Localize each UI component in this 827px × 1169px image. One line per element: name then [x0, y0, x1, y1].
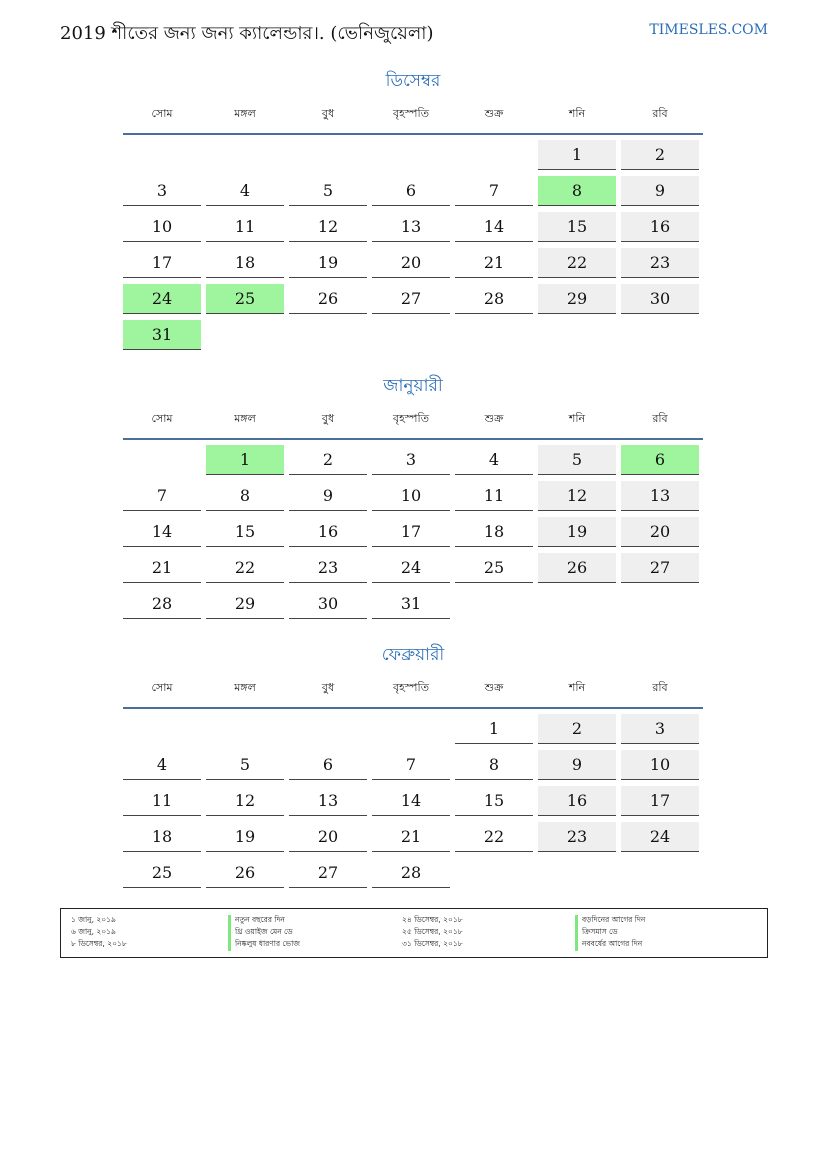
- weekday-label: শুক্র: [484, 107, 504, 120]
- day-cell[interactable]: 18: [206, 248, 284, 278]
- weekday-label: সোম: [151, 681, 173, 694]
- holiday-date: ৬ জানু, ২০১৯: [71, 927, 116, 936]
- day-cell[interactable]: 11: [206, 212, 284, 242]
- empty-cell: [206, 714, 284, 744]
- day-cell[interactable]: 24: [372, 553, 450, 583]
- day-cell[interactable]: 3: [123, 176, 201, 206]
- day-cell[interactable]: 28: [455, 284, 533, 314]
- empty-cell: [123, 714, 201, 744]
- holiday-name: নিষ্কলুষ ধারণার ভোজ: [228, 939, 300, 951]
- month-title: জানুয়ারী: [383, 376, 443, 396]
- legend-row: [61, 915, 767, 927]
- day-cell[interactable]: 14: [455, 212, 533, 242]
- holiday-name: নববর্ষের আগের দিন: [575, 939, 642, 951]
- site-link[interactable]: TIMESLES.COM: [649, 22, 768, 38]
- week-row: [123, 176, 703, 212]
- holiday-name: ক্রিসমাস ডে: [575, 927, 618, 939]
- day-cell[interactable]: 6: [372, 176, 450, 206]
- day-cell[interactable]: 17: [372, 517, 450, 547]
- weekday-label: বুধ: [321, 412, 335, 425]
- empty-cell: [123, 140, 201, 170]
- weekday-label: বুধ: [321, 681, 335, 694]
- empty-cell: [372, 140, 450, 170]
- day-cell[interactable]: 14: [123, 517, 201, 547]
- empty-cell: [206, 320, 284, 350]
- month-january: [123, 373, 703, 625]
- holiday-name: বড়দিনের আগের দিন: [575, 915, 645, 927]
- week-row: [123, 589, 703, 625]
- holiday-date: ৮ ডিসেম্বর, ২০১৮: [71, 939, 127, 948]
- weekday-label: মঙ্গল: [234, 412, 256, 425]
- empty-cell: [538, 320, 616, 350]
- empty-cell: [372, 320, 450, 350]
- day-cell[interactable]: 27: [289, 858, 367, 888]
- week-row: [123, 750, 703, 786]
- day-cell[interactable]: 18: [123, 822, 201, 852]
- day-cell[interactable]: 29: [206, 589, 284, 619]
- day-cell[interactable]: 7: [372, 750, 450, 780]
- day-cell[interactable]: 22: [455, 822, 533, 852]
- empty-cell: [455, 320, 533, 350]
- week-row: [123, 284, 703, 320]
- month-title: ডিসেম্বর: [385, 71, 441, 91]
- day-cell[interactable]: 31: [123, 320, 201, 350]
- week-row: [123, 481, 703, 517]
- day-cell[interactable]: 9: [289, 481, 367, 511]
- empty-cell: [289, 714, 367, 744]
- day-cell[interactable]: 23: [289, 553, 367, 583]
- day-cell[interactable]: 13: [289, 786, 367, 816]
- weekday-label: রবি: [652, 412, 668, 425]
- day-cell[interactable]: 25: [206, 284, 284, 314]
- day-cell[interactable]: 30: [621, 284, 699, 314]
- page-title: 2019 শীতের জন্য জন্য ক্যালেন্ডার।. (ভেনিজুয়েলা): [60, 23, 434, 44]
- day-cell[interactable]: 16: [538, 786, 616, 816]
- empty-cell: [621, 589, 699, 619]
- week-row: [123, 714, 703, 750]
- day-cell[interactable]: 10: [621, 750, 699, 780]
- month-december: [123, 68, 703, 356]
- day-cell[interactable]: 25: [455, 553, 533, 583]
- day-cell[interactable]: 16: [289, 517, 367, 547]
- day-cell[interactable]: 15: [206, 517, 284, 547]
- holiday-legend: [60, 908, 768, 958]
- day-cell[interactable]: 24: [621, 822, 699, 852]
- weekday-label: শনি: [568, 107, 586, 120]
- empty-cell: [538, 589, 616, 619]
- day-cell[interactable]: 1: [538, 140, 616, 170]
- day-cell[interactable]: 4: [455, 445, 533, 475]
- empty-cell: [621, 320, 699, 350]
- day-cell[interactable]: 24: [123, 284, 201, 314]
- day-cell[interactable]: 7: [455, 176, 533, 206]
- day-cell[interactable]: 20: [289, 822, 367, 852]
- month-grid: [123, 714, 703, 894]
- day-cell[interactable]: 19: [206, 822, 284, 852]
- legend-row: [61, 939, 767, 951]
- weekday-header: [123, 103, 703, 135]
- day-cell[interactable]: 4: [206, 176, 284, 206]
- empty-cell: [289, 320, 367, 350]
- day-cell[interactable]: 3: [621, 714, 699, 744]
- empty-cell: [123, 445, 201, 475]
- day-cell[interactable]: 20: [621, 517, 699, 547]
- day-cell[interactable]: 21: [455, 248, 533, 278]
- week-row: [123, 445, 703, 481]
- holiday-date: ৩১ ডিসেম্বর, ২০১৮: [402, 939, 463, 948]
- day-cell[interactable]: 17: [123, 248, 201, 278]
- day-cell[interactable]: 23: [621, 248, 699, 278]
- empty-cell: [621, 858, 699, 888]
- day-cell[interactable]: 8: [455, 750, 533, 780]
- day-cell[interactable]: 12: [289, 212, 367, 242]
- day-cell[interactable]: 30: [289, 589, 367, 619]
- weekday-label: শনি: [568, 412, 586, 425]
- day-cell[interactable]: 27: [621, 553, 699, 583]
- holiday-date: ২৪ ডিসেম্বর, ২০১৮: [402, 915, 463, 924]
- day-cell[interactable]: 17: [621, 786, 699, 816]
- day-cell[interactable]: 12: [538, 481, 616, 511]
- day-cell[interactable]: 1: [455, 714, 533, 744]
- weekday-label: রবি: [652, 107, 668, 120]
- day-cell[interactable]: 31: [372, 589, 450, 619]
- week-row: [123, 248, 703, 284]
- day-cell[interactable]: 9: [538, 750, 616, 780]
- day-cell[interactable]: 20: [372, 248, 450, 278]
- day-cell[interactable]: 26: [538, 553, 616, 583]
- weekday-label: শনি: [568, 681, 586, 694]
- day-cell[interactable]: 26: [289, 284, 367, 314]
- weekday-label: সোম: [151, 412, 173, 425]
- day-cell[interactable]: 29: [538, 284, 616, 314]
- day-cell[interactable]: 11: [455, 481, 533, 511]
- weekday-header: [123, 677, 703, 709]
- empty-cell: [455, 589, 533, 619]
- holiday-name: নতুন বছরের দিন: [228, 915, 285, 927]
- day-cell[interactable]: 18: [455, 517, 533, 547]
- day-cell[interactable]: 2: [538, 714, 616, 744]
- day-cell[interactable]: 19: [538, 517, 616, 547]
- week-row: [123, 822, 703, 858]
- day-cell[interactable]: 15: [538, 212, 616, 242]
- empty-cell: [289, 140, 367, 170]
- day-cell[interactable]: 12: [206, 786, 284, 816]
- week-row: [123, 858, 703, 894]
- day-cell[interactable]: 19: [289, 248, 367, 278]
- holiday-name: থ্রি ওয়াইজ মেন ডে: [228, 927, 293, 939]
- weekday-label: শুক্র: [484, 681, 504, 694]
- day-cell[interactable]: 28: [123, 589, 201, 619]
- day-cell[interactable]: 11: [123, 786, 201, 816]
- day-cell[interactable]: 1: [206, 445, 284, 475]
- day-cell[interactable]: 21: [372, 822, 450, 852]
- day-cell[interactable]: 21: [123, 553, 201, 583]
- empty-cell: [538, 858, 616, 888]
- weekday-label: বুধ: [321, 107, 335, 120]
- month-grid: [123, 140, 703, 356]
- weekday-label: বৃহস্পতি: [393, 107, 429, 120]
- day-cell[interactable]: 6: [289, 750, 367, 780]
- day-cell[interactable]: 22: [206, 553, 284, 583]
- week-row: [123, 320, 703, 356]
- day-cell[interactable]: 22: [538, 248, 616, 278]
- week-row: [123, 212, 703, 248]
- week-row: [123, 140, 703, 176]
- empty-cell: [206, 140, 284, 170]
- day-cell[interactable]: 25: [123, 858, 201, 888]
- day-cell[interactable]: 27: [372, 284, 450, 314]
- day-cell[interactable]: 10: [123, 212, 201, 242]
- week-row: [123, 517, 703, 553]
- day-cell[interactable]: 3: [372, 445, 450, 475]
- weekday-header: [123, 408, 703, 440]
- weekday-label: মঙ্গল: [234, 681, 256, 694]
- month-title: ফেব্রুয়ারী: [381, 645, 445, 665]
- day-cell[interactable]: 2: [621, 140, 699, 170]
- day-cell[interactable]: 6: [621, 445, 699, 475]
- day-cell[interactable]: 9: [621, 176, 699, 206]
- week-row: [123, 553, 703, 589]
- day-cell[interactable]: 4: [123, 750, 201, 780]
- day-cell[interactable]: 5: [538, 445, 616, 475]
- day-cell[interactable]: 8: [538, 176, 616, 206]
- holiday-date: ১ জানু, ২০১৯: [71, 915, 116, 924]
- weekday-label: মঙ্গল: [234, 107, 256, 120]
- empty-cell: [455, 858, 533, 888]
- day-cell[interactable]: 13: [372, 212, 450, 242]
- weekday-label: বৃহস্পতি: [393, 412, 429, 425]
- legend-row: [61, 927, 767, 939]
- day-cell[interactable]: 5: [289, 176, 367, 206]
- day-cell[interactable]: 16: [621, 212, 699, 242]
- day-cell[interactable]: 10: [372, 481, 450, 511]
- day-cell[interactable]: 26: [206, 858, 284, 888]
- weekday-label: শুক্র: [484, 412, 504, 425]
- weekday-label: সোম: [151, 107, 173, 120]
- day-cell[interactable]: 2: [289, 445, 367, 475]
- day-cell[interactable]: 8: [206, 481, 284, 511]
- weekday-label: বৃহস্পতি: [393, 681, 429, 694]
- empty-cell: [455, 140, 533, 170]
- day-cell[interactable]: 28: [372, 858, 450, 888]
- day-cell[interactable]: 15: [455, 786, 533, 816]
- day-cell[interactable]: 5: [206, 750, 284, 780]
- day-cell[interactable]: 23: [538, 822, 616, 852]
- empty-cell: [372, 714, 450, 744]
- month-february: [123, 642, 703, 894]
- day-cell[interactable]: 13: [621, 481, 699, 511]
- week-row: [123, 786, 703, 822]
- weekday-label: রবি: [652, 681, 668, 694]
- holiday-date: ২৫ ডিসেম্বর, ২০১৮: [402, 927, 463, 936]
- day-cell[interactable]: 7: [123, 481, 201, 511]
- day-cell[interactable]: 14: [372, 786, 450, 816]
- month-grid: [123, 445, 703, 625]
